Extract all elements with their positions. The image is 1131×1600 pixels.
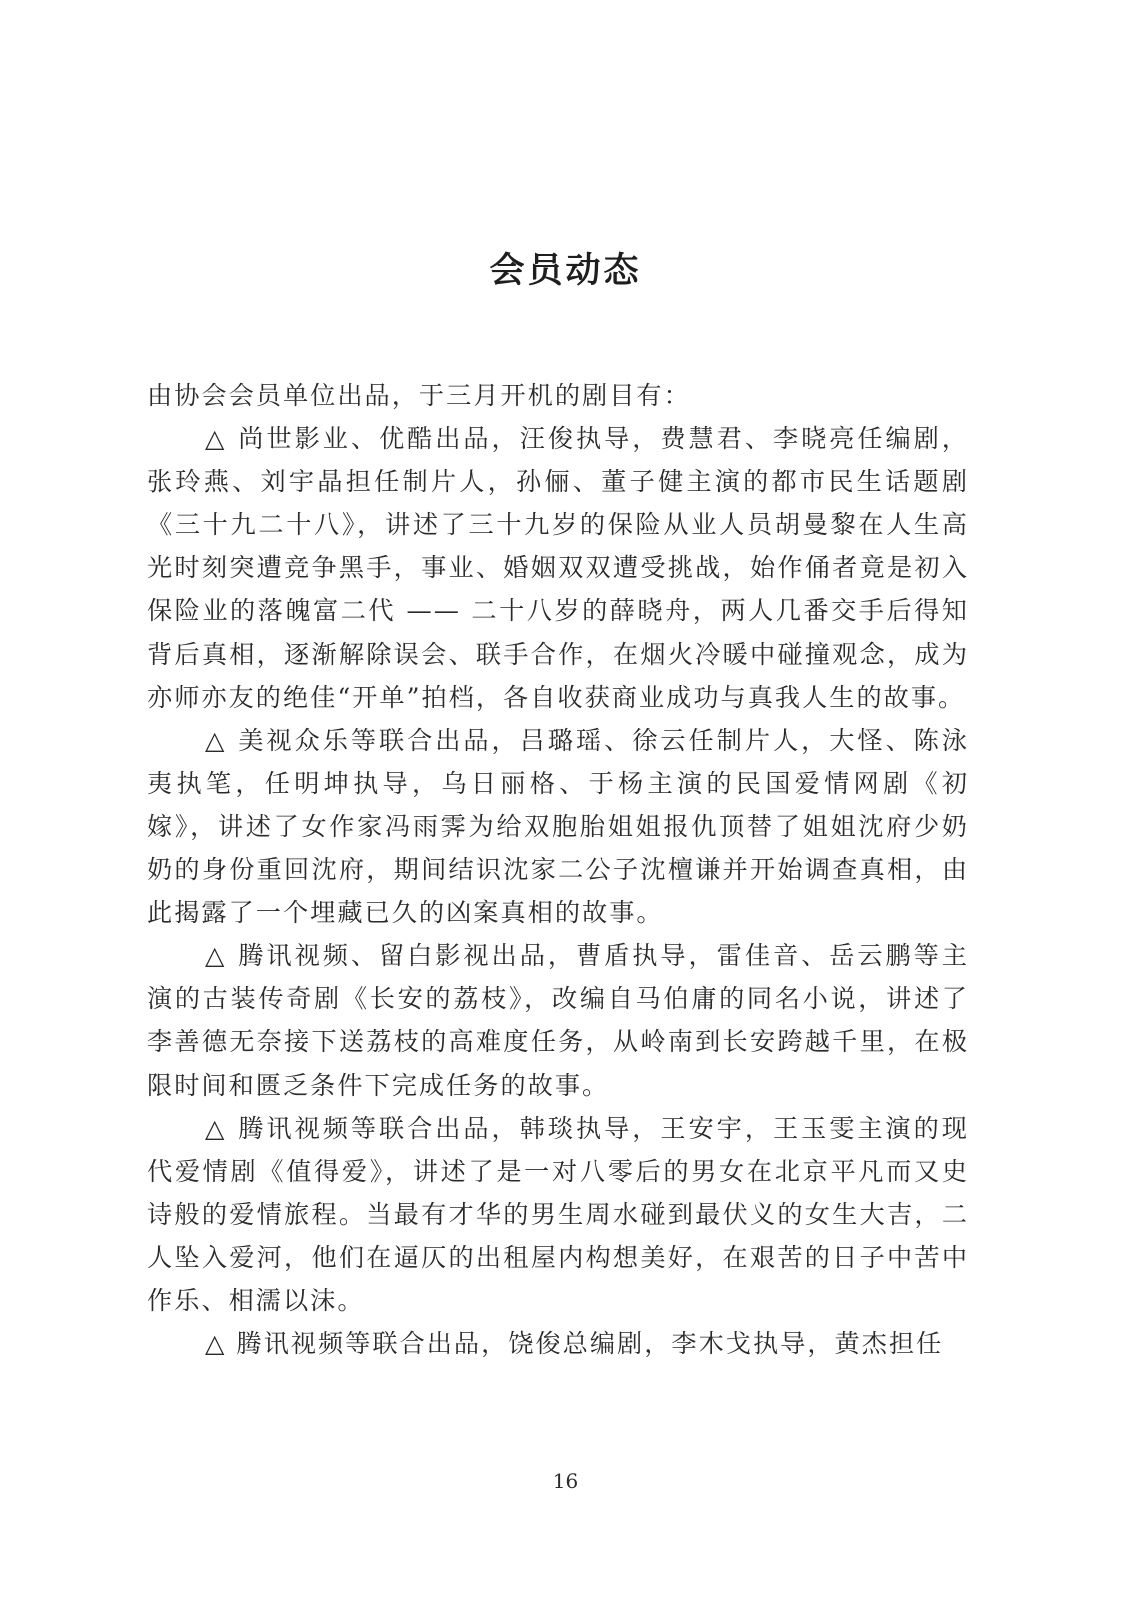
article-body [147, 374, 969, 1365]
drama-item-paragraph: △ 腾讯视频等联合出品，韩琰执导，王安宇，王玉雯主演的现代爱情剧《值得爱》，讲述了是一对八零后的男女在北京平凡而又史诗般的爱情旅程。当最有才华的男生周水碰到最伏义的女生大吉，二人坠入爱河，他们在逼仄的出租屋内构想美好，在艰苦的日子中苦中作乐、相濡以沫。 [147, 1113, 969, 1315]
intro-paragraph: 由协会会员单位出品，于三月开机的剧目有： [147, 381, 691, 410]
drama-item-paragraph: △ 美视众乐等联合出品，吕璐瑶、徐云任制片人，大怪、陈泳夷执笔，任明坤执导，乌日丽格、于杨主演的民国爱情网剧《初嫁》，讲述了女作家冯雨霁为给双胞胎姐姐报仇顶替了姐姐沈府少奶奶的身份重回沈府，期间结识沈家二公子沈檀谦并开始调查真相，由此揭露了一个埋藏已久的凶案真相的故事。 [147, 725, 969, 928]
drama-item-paragraph: △ 腾讯视频、留白影视出品，曹盾执导，雷佳音、岳云鹏等主演的古装传奇剧《长安的荔枝》，改编自马伯庸的同名小说，讲述了李善德无奈接下送荔枝的高难度任务，从岭南到长安跨越千里，在极限时间和匮乏条件下完成任务的故事。 [147, 941, 969, 1100]
drama-item-paragraph: △ 尚世影业、优酷出品，汪俊执导，费慧君、李晓亮任编剧，张玲燕、刘宇晶担任制片人，孙俪、董子健主演的都市民生话题剧《三十九二十八》，讲述了三十九岁的保险从业人员胡曼黎在人生高光时刻突遭竞争黑手，事业、婚姻双双遭受挑战，始作俑者竟是初入保险业的落魄富二代 —— 二十八岁的薛晓舟，两人几番交手后得知背后真相，逐渐解除误会、联手合作，在烟火冷暖中碰撞观念，成为亦师亦友的绝佳“开单”拍档，各自收获商业成功与真我人生的故事。 [147, 424, 969, 712]
page-title: 会员动态 [489, 251, 642, 291]
page-number: 16 [552, 1469, 579, 1493]
drama-item-paragraph: △ 腾讯视频等联合出品，饶俊总编剧，李木戈执导，黄杰担任 [205, 1329, 944, 1359]
